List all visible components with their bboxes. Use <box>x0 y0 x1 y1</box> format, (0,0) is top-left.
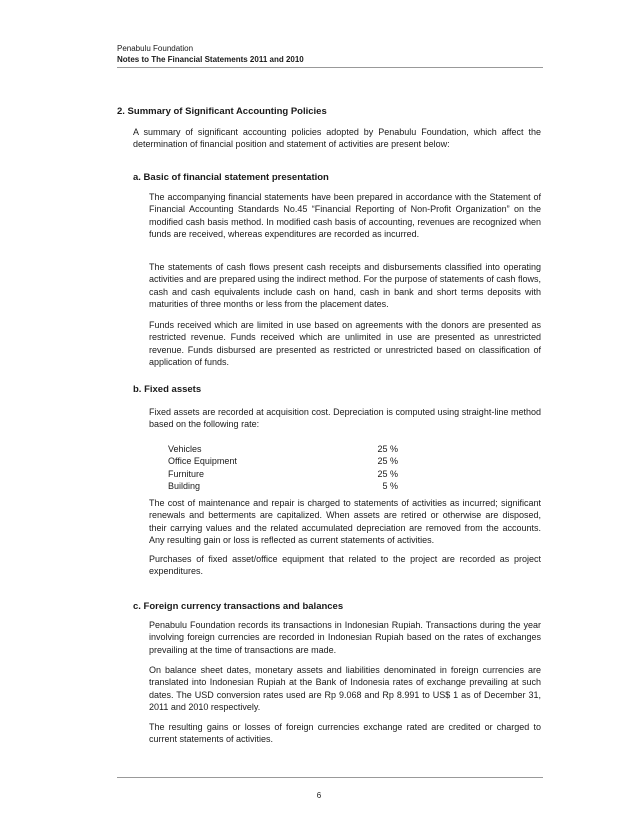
rate-value: 25 % <box>377 468 398 479</box>
rate-asset-name: Vehicles <box>168 444 202 454</box>
depreciation-rate-table <box>168 443 398 492</box>
subsection-c-paragraph-2: On balance sheet dates, monetary assets and liabilities denominated in foreign currencies are translated into Indonesian Rupiah at the Bank of Indonesia rates of exchange prevailing at such dates. The USD conversion rates used are Rp 9.068 and Rp 8.991 to US$ 1 as of December 31, 2011 and 2010 respectively. <box>149 665 541 712</box>
rate-value: 25 % <box>377 444 398 454</box>
subsection-a-paragraph-1: The accompanying financial statements have been prepared in accordance with the Statement of Financial Accounting Standards No.45 “Financial Reporting of Non-Profit Organization” on the modified cash basis method. In modified cash basis of accounting, revenues are recognized when funds are received, whereas expenditures are recorded as incurred. <box>149 192 541 239</box>
footer-divider <box>117 777 543 778</box>
header-title: Notes to The Financial Statements 2011 and 2010 <box>117 55 304 64</box>
subsection-c-title: c. Foreign currency transactions and balances <box>133 601 344 612</box>
header-divider <box>117 67 543 68</box>
subsection-b-paragraph-2: The cost of maintenance and repair is charged to statements of activities as incurred; significant renewals and betterments are capitalized. When assets are retired or otherwise are disposed, their carrying values and the related accumulated depreciation are removed from the accounts. Any resulting gain or loss is reflected as current statements of activities. <box>149 498 541 545</box>
page-number: 6 <box>316 791 322 800</box>
rate-asset-name: Building <box>168 480 201 491</box>
rate-row <box>168 455 398 467</box>
rate-value: 25 % <box>377 456 398 467</box>
header-organization: Penabulu Foundation <box>117 44 194 53</box>
rate-row <box>168 468 398 480</box>
rate-asset-name: Office Equipment <box>168 456 237 467</box>
subsection-a-title: a. Basic of financial statement presentation <box>133 172 329 183</box>
subsection-c-paragraph-1: Penabulu Foundation records its transactions in Indonesian Rupiah. Transactions during the year involving foreign currencies are recorded in Indonesian Rupiah based on the rates of exchanges prevailing at the time of transactions are made. <box>149 620 541 655</box>
rate-row <box>168 480 398 492</box>
subsection-a-paragraph-2: The statements of cash flows present cash receipts and disbursements classified into operating activities and are prepared using the indirect method. For the purpose of statements of cash flows, cash and cash equivalents include cash on hand, cash in bank and short terms deposits with maturities of three months or less from the placement dates. <box>149 262 541 309</box>
subsection-c-paragraph-3: The resulting gains or losses of foreign currencies exchange rated are credited or charged to current statements of activities. <box>149 722 541 745</box>
section-title: 2. Summary of Significant Accounting Policies <box>117 106 327 117</box>
rate-row <box>168 443 398 455</box>
rate-asset-name: Furniture <box>168 468 205 479</box>
subsection-b-title: b. Fixed assets <box>133 384 202 395</box>
subsection-a-paragraph-3: Funds received which are limited in use based on agreements with the donors are presented as restricted revenue. Funds received which are unlimited in use are presented as unrestricted revenue. Funds disbursed are presented as restricted or unrestricted based on classification of application of funds. <box>149 320 541 367</box>
rate-value: 5 % <box>382 480 398 491</box>
section-intro: A summary of significant accounting policies adopted by Penabulu Foundation, which affect the determination of financial position and statement of activities are present below: <box>133 127 541 150</box>
subsection-b-paragraph-3: Purchases of fixed asset/office equipment that related to the project are recorded as project expenditures. <box>149 554 541 577</box>
subsection-b-paragraph-1: Fixed assets are recorded at acquisition cost. Depreciation is computed using straight-line method based on the following rate: <box>149 407 541 430</box>
